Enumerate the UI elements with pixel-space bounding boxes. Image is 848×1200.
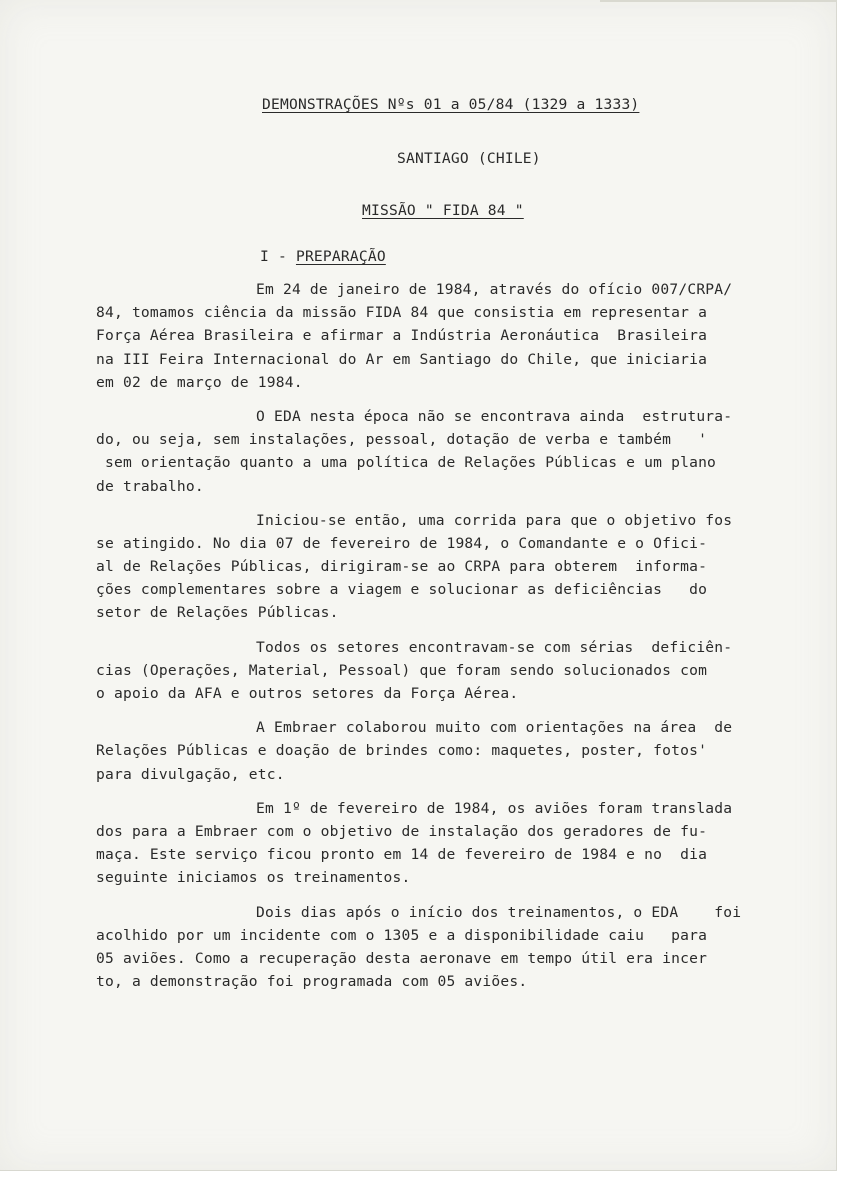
text-line: Em 24 de janeiro de 1984, através do ofício 007/CRPA/ (256, 281, 733, 298)
text-line: Força Aérea Brasileira e afirmar a Indústria Aeronáutica Brasileira (96, 327, 708, 345)
paragraph-5 (96, 716, 816, 786)
text-line: seguinte iniciamos os treinamentos. (96, 869, 411, 887)
text-line: Dois dias após o início dos treinamentos, o EDA foi (256, 903, 742, 921)
text-line: maça. Este serviço ficou pronto em 14 de fevereiro de 1984 e no dia (96, 846, 708, 864)
paragraph-1 (96, 278, 816, 394)
text-line: setor de Relações Públicas. (96, 604, 339, 622)
text-line: para divulgação, etc. (96, 765, 285, 783)
section-heading (260, 248, 386, 265)
text-line: acolhido por um incidente com o 1305 e a disponibilidade caiu para (96, 926, 708, 944)
text-line: O EDA nesta época não se encontrava ainda estrutura- (256, 407, 733, 425)
text-line: Iniciou-se então, uma corrida para que o objetivo fos (256, 511, 733, 529)
text-line: o apoio da AFA e outros setores da Força Aérea. (96, 685, 519, 702)
text-line: dos para a Embraer com o objetivo de instalação dos geradores de fu- (96, 822, 708, 840)
text-line: cias (Operações, Material, Pessoal) que foram sendo solucionados com (96, 661, 708, 679)
text-line: Em 1º de fevereiro de 1984, os aviões foram translada (256, 799, 733, 817)
text-line: Relações Públicas e doação de brindes como: maquetes, poster, fotos' (96, 742, 708, 760)
text-line: 05 aviões. Como a recuperação desta aeronave em tempo útil era incer (96, 949, 708, 967)
text-line: A Embraer colaborou muito com orientações na área de (256, 719, 733, 737)
section-number: I - (260, 248, 296, 265)
body-text (96, 278, 816, 1004)
page-edge-line (600, 0, 836, 2)
text-line: na III Feira Internacional do Ar em Santiago do Chile, que iniciaria (96, 350, 708, 368)
mission-heading: MISSÃO " FIDA 84 " (362, 202, 524, 219)
document-title: DEMONSTRAÇÕES Nºs 01 a 05/84 (1329 a 1333) (262, 96, 640, 113)
text-line: al de Relações Públicas, dirigiram-se ao CRPA para obterem informa- (96, 558, 708, 576)
text-line: se atingido. No dia 07 de fevereiro de 1984, o Comandante e o Ofici- (96, 534, 708, 552)
paragraph-7 (96, 901, 816, 994)
text-line: do, ou seja, sem instalações, pessoal, dotação de verba e também ' (96, 431, 708, 449)
paragraph-2 (96, 405, 816, 498)
paragraph-4 (96, 636, 816, 706)
text-line: de trabalho. (96, 477, 204, 495)
paragraph-3 (96, 509, 816, 625)
document-subtitle: SANTIAGO (CHILE) (397, 150, 541, 167)
text-line: 84, tomamos ciência da missão FIDA 84 que consistia em representar a (96, 304, 708, 322)
text-line: ções complementares sobre a viagem e solucionar as deficiências do (96, 581, 708, 599)
text-line: em 02 de março de 1984. (96, 373, 303, 391)
text-line: to, a demonstração foi programada com 05 aviões. (96, 973, 528, 991)
text-line: Todos os setores encontravam-se com sérias deficiên- (256, 638, 733, 656)
text-line: sem orientação quanto a uma política de Relações Públicas e um plano (96, 454, 717, 472)
section-title: PREPARAÇÃO (295, 248, 386, 265)
paragraph-6 (96, 797, 816, 890)
